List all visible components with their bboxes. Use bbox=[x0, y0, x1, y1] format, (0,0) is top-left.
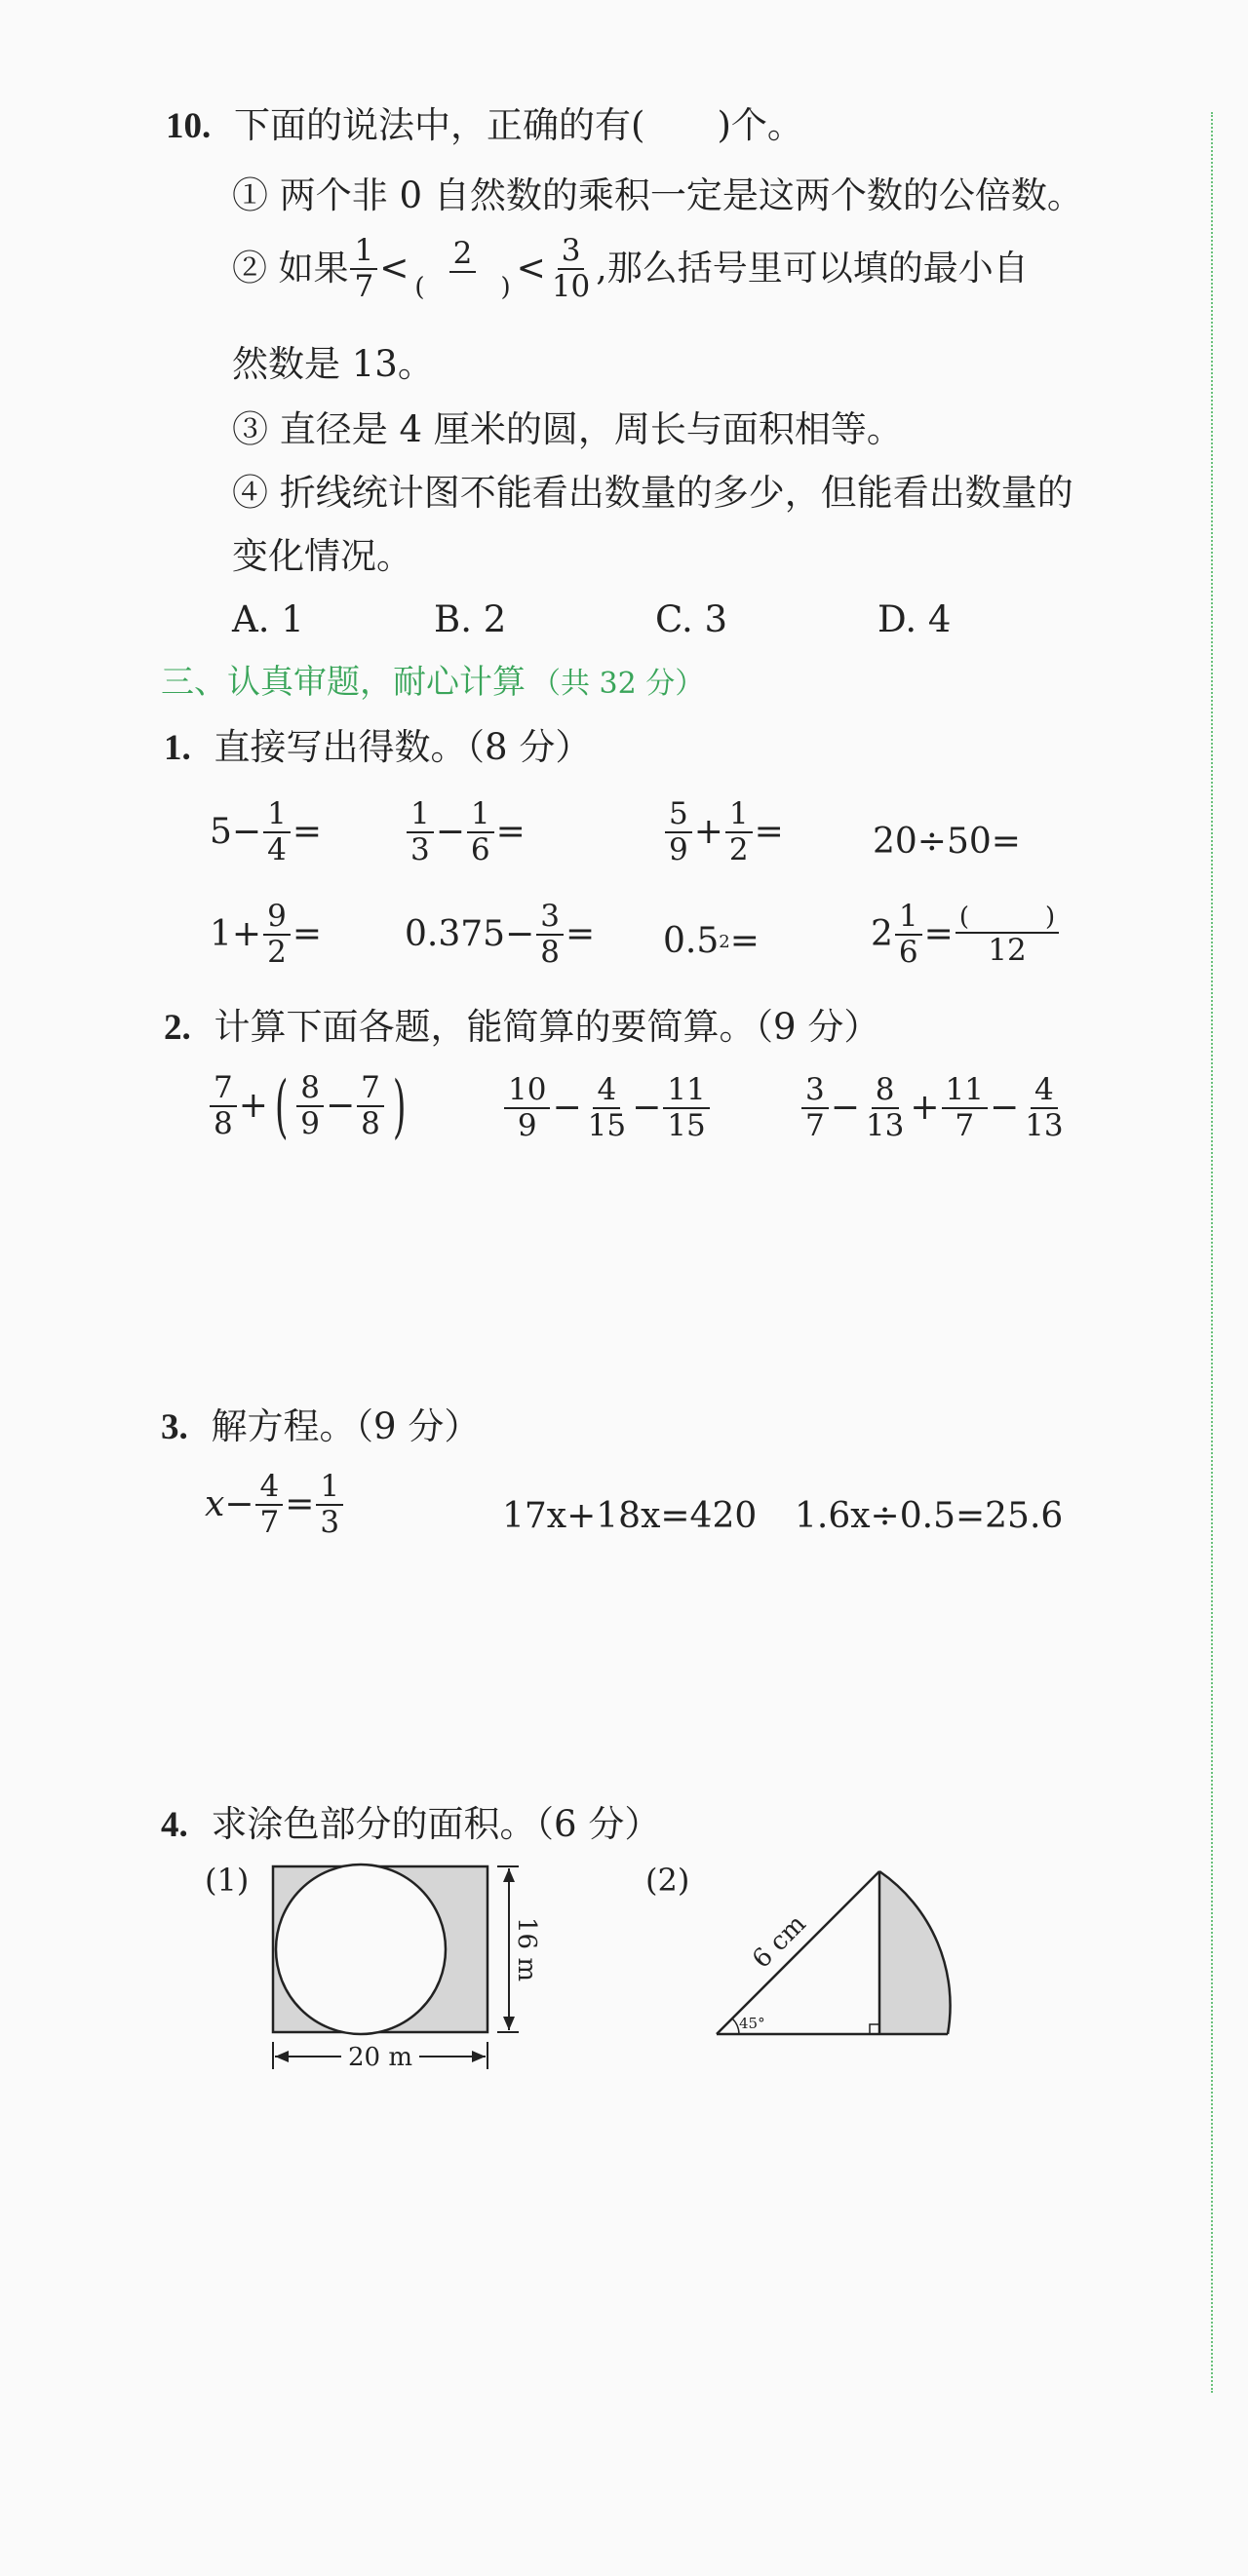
q10-number: 10. bbox=[166, 106, 212, 146]
left-paren: ( bbox=[274, 1066, 289, 1146]
p2-heading bbox=[164, 1006, 880, 1048]
fraction: $\frac{7}{8}$ bbox=[357, 1073, 384, 1139]
fraction: $\frac{1}{2}$ bbox=[725, 799, 753, 865]
fig1-label: (1) bbox=[205, 1862, 250, 1899]
p4-number: 4. bbox=[161, 1805, 188, 1845]
p2-expr-3: $\frac{3}{7}$ − $\frac{8}{13}$ + $\frac{11}{7}$ − $\frac{4}{13}$ bbox=[800, 1075, 1070, 1141]
q10-stem: 下面的说法中，正确的有( )个。 bbox=[234, 104, 803, 146]
fraction: $\frac{9}{2}$ bbox=[263, 902, 291, 968]
fraction: $\frac{3}{8}$ bbox=[536, 902, 564, 968]
section-score: （共 32 分） bbox=[531, 667, 705, 701]
height-label: 16 m bbox=[512, 1916, 541, 1982]
fraction: $\frac{1}{6}$ bbox=[895, 902, 922, 968]
fraction: $\frac{8}{13}$ bbox=[865, 1072, 905, 1143]
p2-expr-2: $\frac{10}{9}$ − $\frac{4}{15}$ − $\frac{11}{15}$ bbox=[502, 1075, 712, 1141]
p1-expr-8: 2 $\frac{1}{6}$ = $\frac{( )}{12}$ bbox=[871, 902, 1061, 968]
hypotenuse bbox=[717, 1871, 879, 2034]
margin-dotted-line bbox=[1211, 112, 1213, 2393]
q10-option-c: C. 3 bbox=[655, 598, 728, 640]
q10-option-a: A. 1 bbox=[232, 598, 304, 640]
less-than: < bbox=[379, 249, 410, 288]
p1-expr-1: 5− $\frac{1}{4}$ = bbox=[210, 796, 322, 867]
p4-title: 求涂色部分的面积。（6 分） bbox=[211, 1803, 661, 1845]
p3-equation-3: 1.6x÷0.5=25.6 bbox=[795, 1496, 1064, 1536]
fraction: $\frac{4}{7}$ bbox=[255, 1472, 283, 1538]
q10-statement-2 bbox=[232, 233, 1029, 304]
p1-heading bbox=[164, 726, 592, 768]
section-title: 三、认真审题，耐心计算 bbox=[161, 663, 526, 702]
right-angle-mark bbox=[870, 2024, 879, 2034]
q10-s2-prefix: ② 如果 bbox=[232, 249, 349, 288]
p1-number: 1. bbox=[164, 728, 191, 768]
p2-expr-1: $\frac{7}{8}$ + ( $\frac{8}{9}$ − $\frac{7}{8}$ ) bbox=[208, 1072, 412, 1140]
p2-number: 2. bbox=[164, 1008, 191, 1048]
p3-number: 3. bbox=[161, 1407, 188, 1447]
q10-option-d: D. 4 bbox=[878, 598, 952, 640]
p1-expr-7: 0.5 2 = bbox=[663, 921, 760, 961]
q10-statement-4-cont: 变化情况。 bbox=[232, 535, 412, 577]
p3-equation-2: 17x+18x=420 bbox=[502, 1496, 758, 1536]
right-paren: ) bbox=[392, 1066, 407, 1146]
p3-title: 解方程。（9 分） bbox=[211, 1405, 481, 1447]
fraction-blank: $\frac{( )}{12}$ bbox=[956, 904, 1059, 966]
fraction: $\frac{4}{15}$ bbox=[587, 1072, 627, 1143]
fig2-label: (2) bbox=[645, 1862, 690, 1899]
angle-label: 45° bbox=[739, 2015, 765, 2032]
fraction: $\frac{5}{9}$ bbox=[665, 799, 692, 865]
triangle-sector-figure bbox=[702, 1857, 975, 2052]
fraction: $\frac{10}{9}$ bbox=[504, 1075, 550, 1141]
fraction: $\frac{3}{10}$ bbox=[551, 233, 591, 304]
p1-title: 直接写出得数。（8 分） bbox=[214, 726, 592, 768]
rectangle-circle-figure bbox=[263, 1857, 556, 2081]
fraction: $\frac{1}{4}$ bbox=[263, 799, 291, 865]
q10-option-b: B. 2 bbox=[434, 598, 507, 640]
p1-expr-3: $\frac{5}{9}$ + $\frac{1}{2}$ = bbox=[663, 799, 784, 865]
fraction: $\frac{8}{9}$ bbox=[296, 1073, 324, 1139]
q10-statement-3: ③ 直径是 4 厘米的圆，周长与面积相等。 bbox=[232, 408, 903, 450]
fraction: $\frac{1}{7}$ bbox=[350, 236, 377, 302]
p4-heading bbox=[161, 1803, 661, 1845]
q10-stem-line bbox=[166, 104, 803, 146]
fraction: $\frac{3}{7}$ bbox=[801, 1075, 829, 1141]
fraction: $\frac{11}{15}$ bbox=[663, 1075, 709, 1141]
less-than: < bbox=[516, 249, 546, 288]
p3-equation-1: x− $\frac{4}{7}$ = $\frac{1}{3}$ bbox=[205, 1472, 345, 1538]
side-label: 6 cm bbox=[747, 1909, 812, 1975]
fraction: $\frac{1}{3}$ bbox=[316, 1472, 343, 1538]
fraction-blank: $\frac{2}{( )}$ bbox=[414, 235, 511, 302]
p3-heading bbox=[161, 1405, 481, 1447]
p1-expr-6: 0.375− $\frac{3}{8}$ = bbox=[405, 899, 596, 970]
fraction: $\frac{1}{6}$ bbox=[467, 799, 494, 865]
q10-statement-1: ① 两个非 0 自然数的乘积一定是这两个数的公倍数。 bbox=[232, 174, 1083, 216]
fraction: $\frac{7}{8}$ bbox=[210, 1073, 237, 1139]
inscribed-circle bbox=[276, 1865, 446, 2034]
p2-title: 计算下面各题，能简算的要简算。（9 分） bbox=[214, 1006, 880, 1048]
shaded-region bbox=[879, 1871, 951, 2034]
q10-statement-4: ④ 折线统计图不能看出数量的多少，但能看出数量的 bbox=[232, 472, 1073, 514]
q10-s2-suffix: ,那么括号里可以填的最小自 bbox=[596, 249, 1029, 288]
p1-expr-4: 20÷50= bbox=[873, 822, 1021, 862]
fraction: $\frac{4}{13}$ bbox=[1025, 1072, 1064, 1143]
p1-expr-5: 1+ $\frac{9}{2}$ = bbox=[210, 899, 322, 970]
q10-statement-2-cont: 然数是 13。 bbox=[232, 343, 434, 385]
fraction: $\frac{11}{7}$ bbox=[942, 1075, 988, 1141]
section-heading bbox=[161, 663, 705, 702]
fraction: $\frac{1}{3}$ bbox=[407, 799, 434, 865]
p1-expr-2: $\frac{1}{3}$ − $\frac{1}{6}$ = bbox=[405, 799, 526, 865]
width-label: 20 m bbox=[347, 2043, 413, 2072]
angle-arc bbox=[732, 2019, 739, 2034]
